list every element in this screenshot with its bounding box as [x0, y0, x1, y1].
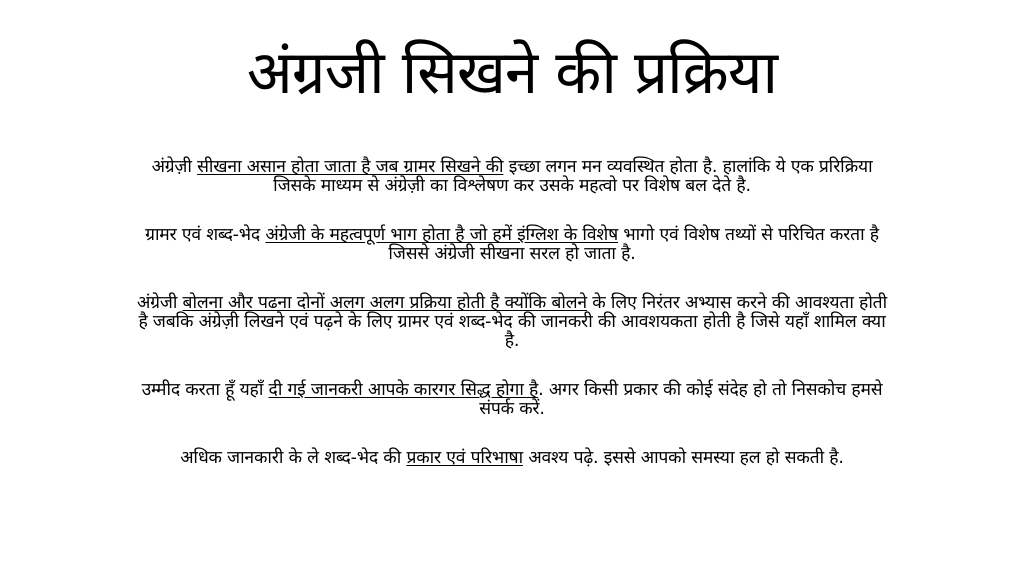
paragraph-3-text-end: के लिए निरंतर अभ्यास करने की आवश्यता होती है जबकि अंग्रेज़ी लिखने एवं पढ़ने के लिए ग्रामर एवं शब्द-भेद की जानकरी की आवशयकता होती है जिसे यहाँ शामिल क्या है.: [138, 293, 887, 351]
paragraph-3-link[interactable]: बोलना और पढना दोनों अलग अलग प्रक्रिया होती है क्योंकि बोलने: [182, 293, 587, 313]
paragraph-2-link[interactable]: अंग्रेजी के महत्वपूर्ण भाग होता है जो हमें इंग्लिश के विशेष: [265, 225, 618, 245]
slide-body: [130, 158, 894, 498]
paragraph-2-text-end: भागो एवं विशेष तथ्यों से परिचित करता है जिससे अंग्रेजी सीखना सरल हो जाता है.: [388, 225, 879, 264]
paragraph-4-text-end: . अगर किसी प्रकार की कोई संदेह हो तो निसकोच हमसे संपर्क करें.: [479, 380, 883, 419]
paragraph-1-text-end: इच्छा लगन मन व्यवस्थित होता है. हालांकि ये एक प्ररिक्रिया जिसके माध्यम से अंग्रेज़ी का विश्लेषण कर उसके महत्वो पर विशेष बल देते है.: [273, 157, 873, 196]
paragraph-3-text-start: अंग्रेजी: [137, 293, 183, 313]
paragraph-1-text-start: अंग्रेज़ी: [151, 157, 198, 177]
paragraph-5: [130, 449, 894, 468]
paragraph-3: [130, 294, 894, 351]
paragraph-2-text-start: ग्रामर एवं शब्द-भेद: [145, 225, 266, 245]
paragraph-4: [130, 381, 894, 419]
paragraph-4-text-start: उम्मीद करता हूँ यहाँ: [141, 380, 269, 400]
paragraph-5-text-start: अधिक जानकारी के ले शब्द-भेद की: [180, 448, 407, 468]
paragraph-4-link[interactable]: दी गई जानकरी आपके कारगर सिद्ध होगा है: [268, 380, 539, 400]
paragraph-2: [130, 226, 894, 264]
paragraph-1: [130, 158, 894, 196]
paragraph-5-link[interactable]: प्रकार एवं परिभाषा: [406, 448, 523, 468]
paragraph-5-text-end: अवश्य पढ़े. इससे आपको समस्या हल हो सकती है.: [522, 448, 844, 468]
paragraph-1-link[interactable]: सीखना असान होता जाता है जब ग्रामर सिखने की: [197, 157, 504, 177]
slide-title: अंग्रजी सिखने की प्रक्रिया: [246, 38, 778, 108]
